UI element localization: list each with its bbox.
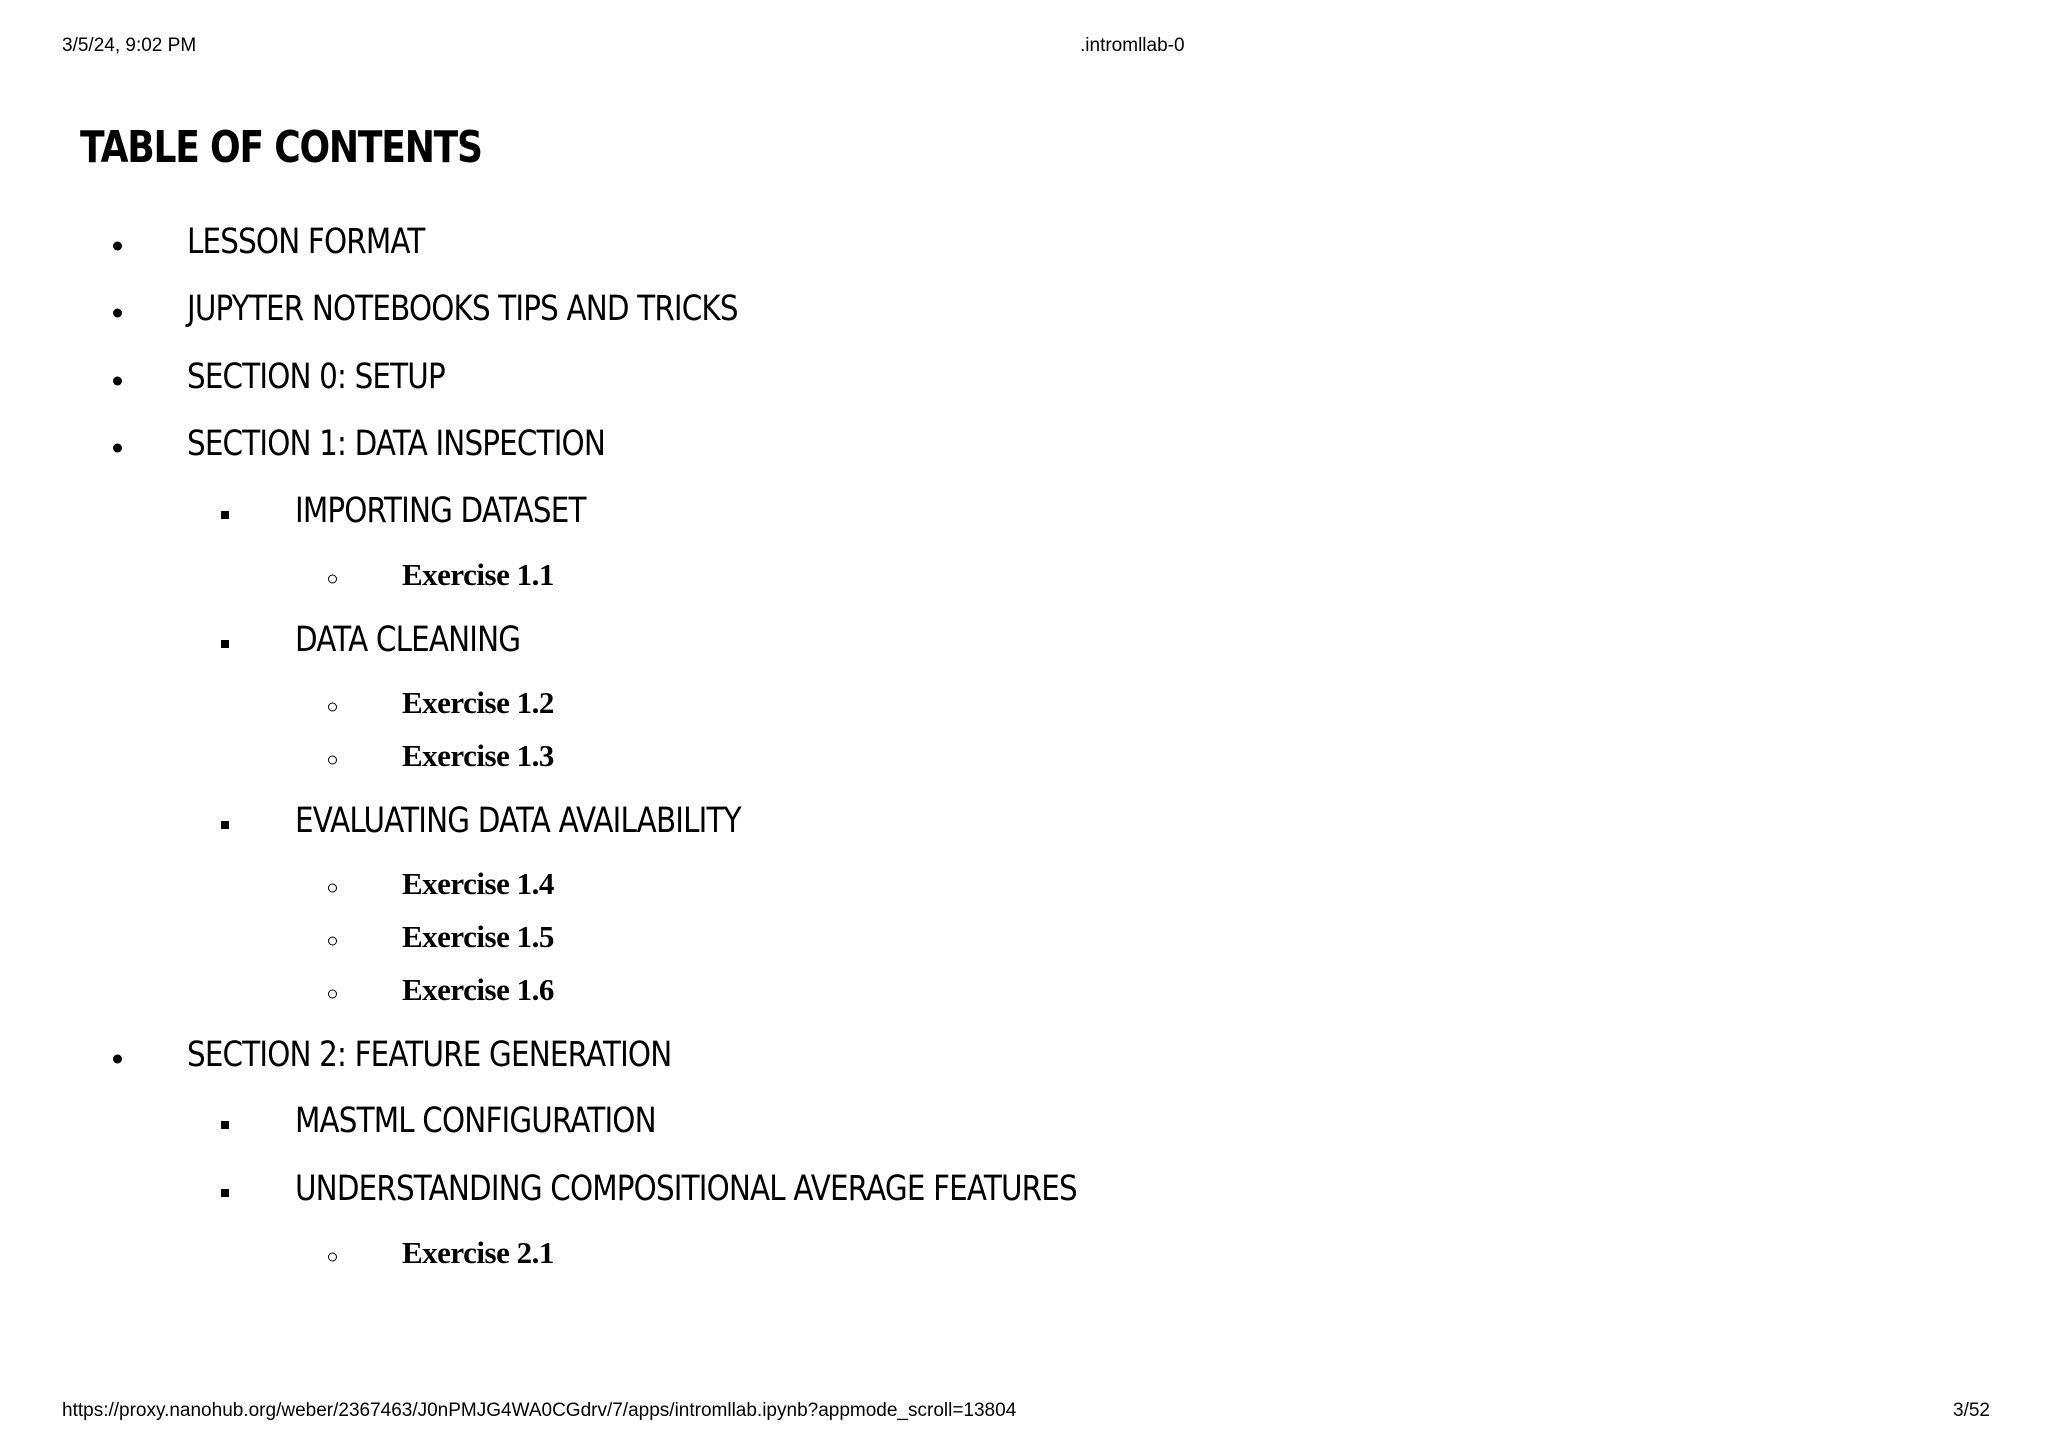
toc-link-compositional-average-features[interactable]: UNDERSTANDING COMPOSITIONAL AVERAGE FEATURES [295, 1169, 1226, 1217]
bullet-circle-icon [328, 703, 337, 712]
bullet-square-icon [221, 640, 229, 648]
toc-link-exercise-1-3[interactable]: Exercise 1.3 [402, 738, 554, 782]
toc-title: TABLE OF CONTENTS [80, 122, 482, 173]
toc-link-section-1[interactable]: SECTION 1: DATA INSPECTION [187, 424, 685, 472]
toc-link-section-2[interactable]: SECTION 2: FEATURE GENERATION [187, 1035, 764, 1083]
bullet-square-icon [221, 821, 229, 829]
toc-link-exercise-1-1[interactable]: Exercise 1.1 [402, 557, 554, 601]
bullet-disc-icon [113, 444, 122, 453]
bullet-disc-icon [113, 242, 122, 251]
bullet-square-icon [221, 1121, 229, 1129]
bullet-circle-icon [328, 990, 337, 999]
toc-link-section-0[interactable]: SECTION 0: SETUP [187, 357, 494, 405]
bullet-square-icon [221, 1189, 229, 1197]
bullet-square-icon [221, 511, 229, 519]
bullet-circle-icon [328, 884, 337, 893]
print-page-number: 3/52 [1953, 1400, 1990, 1421]
toc-link-mastml-configuration[interactable]: MASTML CONFIGURATION [295, 1101, 724, 1149]
toc-link-jupyter-tips[interactable]: JUPYTER NOTEBOOKS TIPS AND TRICKS [187, 289, 843, 337]
print-url: https://proxy.nanohub.org/weber/2367463/J0nPMJG4WA0CGdrv/7/apps/intromllab.ipynb?appmode_scroll=13804 [62, 1400, 1017, 1421]
bullet-disc-icon [113, 377, 122, 386]
print-doc-title: .intromllab-0 [1080, 35, 1185, 56]
bullet-circle-icon [328, 575, 337, 584]
toc-link-exercise-1-4[interactable]: Exercise 1.4 [402, 866, 554, 910]
bullet-circle-icon [328, 937, 337, 946]
toc-link-data-cleaning[interactable]: DATA CLEANING [295, 620, 563, 668]
toc-link-evaluating-data-availability[interactable]: EVALUATING DATA AVAILABILITY [295, 801, 826, 849]
toc-link-exercise-2-1[interactable]: Exercise 2.1 [402, 1235, 554, 1279]
bullet-circle-icon [328, 756, 337, 765]
toc-link-exercise-1-5[interactable]: Exercise 1.5 [402, 919, 554, 963]
toc-link-exercise-1-6[interactable]: Exercise 1.6 [402, 972, 554, 1016]
toc-link-lesson-format[interactable]: LESSON FORMAT [187, 222, 470, 270]
bullet-disc-icon [113, 309, 122, 318]
toc-link-importing-dataset[interactable]: IMPORTING DATASET [295, 491, 641, 539]
bullet-circle-icon [328, 1253, 337, 1262]
print-datetime: 3/5/24, 9:02 PM [62, 35, 197, 56]
bullet-disc-icon [113, 1055, 122, 1064]
toc-link-exercise-1-2[interactable]: Exercise 1.2 [402, 685, 554, 729]
